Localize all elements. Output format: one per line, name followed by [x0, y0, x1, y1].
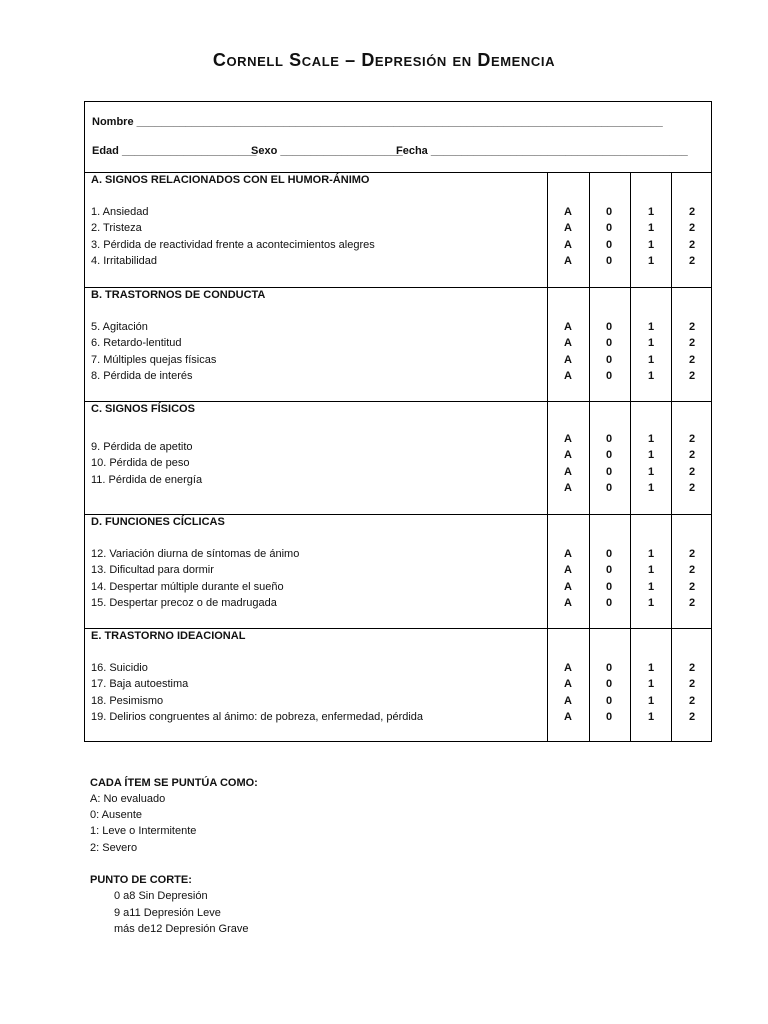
score-option[interactable]: A: [564, 678, 572, 691]
score-option[interactable]: A: [564, 369, 572, 382]
score-option[interactable]: 2: [688, 596, 696, 609]
score-option[interactable]: 2: [688, 564, 696, 577]
item-label: 3. Pérdida de reactividad frente a acontecimientos alegres: [91, 238, 375, 251]
score-option[interactable]: 0: [605, 433, 613, 445]
score-option[interactable]: 1: [647, 548, 655, 560]
score-option[interactable]: A: [564, 321, 572, 333]
item-label: 1. Ansiedad: [91, 206, 149, 218]
score-option[interactable]: A: [564, 337, 572, 350]
score-option[interactable]: A: [564, 238, 572, 251]
score-option[interactable]: 0: [605, 580, 613, 593]
item-label: 7. Múltiples quejas físicas: [91, 353, 217, 366]
scoring-line: 1: Leve o Intermitente: [90, 825, 197, 837]
nombre-field[interactable]: Nombre ______________________________________________________________________________________: [92, 116, 663, 128]
item-label: 13. Dificultad para dormir: [91, 564, 214, 577]
score-option[interactable]: 2: [688, 321, 696, 333]
item-label: 10. Pérdida de peso: [91, 457, 190, 470]
score-option[interactable]: 1: [647, 222, 655, 235]
score-option[interactable]: 0: [605, 678, 613, 691]
item-label: 12. Variación diurna de síntomas de ánimo: [91, 548, 300, 560]
score-option[interactable]: 2: [688, 222, 696, 235]
score-option[interactable]: A: [564, 222, 572, 235]
scoring-line: 2: Severo: [90, 842, 138, 854]
score-option[interactable]: 0: [605, 206, 613, 218]
scoring-heading: CADA ÍTEM SE PUNTÚA COMO:: [90, 777, 258, 789]
score-option[interactable]: 2: [688, 369, 696, 382]
score-option[interactable]: 2: [688, 238, 696, 251]
scoring-line: 0: Ausente: [90, 809, 142, 821]
score-option[interactable]: 0: [605, 337, 613, 350]
score-option[interactable]: A: [564, 481, 572, 494]
item-label: 9. Pérdida de apetito: [91, 441, 193, 453]
score-option[interactable]: 1: [647, 564, 655, 577]
score-option[interactable]: 0: [605, 710, 613, 723]
cutoff-line: 9 a11 Depresión Leve: [114, 907, 221, 919]
score-option[interactable]: 0: [605, 449, 613, 462]
score-option[interactable]: 1: [647, 710, 655, 723]
scoring-line: A: No evaluado: [90, 793, 166, 805]
item-label: 17. Baja autoestima: [91, 678, 189, 691]
score-option[interactable]: 2: [688, 580, 696, 593]
score-option[interactable]: 2: [688, 206, 696, 218]
score-option[interactable]: 1: [647, 433, 655, 445]
score-option[interactable]: 2: [688, 465, 696, 478]
score-option[interactable]: 0: [605, 564, 613, 577]
score-option[interactable]: 1: [647, 321, 655, 333]
score-option[interactable]: A: [564, 449, 572, 462]
score-option[interactable]: A: [564, 580, 572, 593]
sexo-field[interactable]: Sexo ____________________: [251, 145, 403, 157]
score-option[interactable]: 1: [647, 662, 655, 674]
score-option[interactable]: 2: [688, 481, 696, 494]
cutoff-line: 0 a8 Sin Depresión: [114, 890, 208, 902]
score-option[interactable]: A: [564, 710, 572, 723]
score-option[interactable]: A: [564, 662, 572, 674]
item-label: 19. Delirios congruentes al ánimo: de pobreza, enfermedad, pérdida: [91, 710, 424, 723]
score-option[interactable]: 1: [647, 238, 655, 251]
score-option[interactable]: 2: [688, 254, 696, 267]
score-option[interactable]: 0: [605, 321, 613, 333]
section-heading: E. TRASTORNO IDEACIONAL: [91, 630, 246, 642]
score-option[interactable]: 2: [688, 337, 696, 350]
section-heading: B. TRASTORNOS DE CONDUCTA: [91, 289, 266, 301]
score-option[interactable]: 2: [688, 548, 696, 560]
assessment-table: [84, 101, 712, 742]
score-option[interactable]: 0: [605, 481, 613, 494]
edad-field[interactable]: Edad ______________________: [92, 145, 257, 157]
score-option[interactable]: A: [564, 548, 572, 560]
score-option[interactable]: 0: [605, 596, 613, 609]
score-option[interactable]: 1: [647, 337, 655, 350]
score-option[interactable]: 2: [688, 694, 696, 707]
score-option[interactable]: 1: [647, 449, 655, 462]
score-option[interactable]: 2: [688, 678, 696, 691]
item-label: 6. Retardo-lentitud: [91, 337, 182, 350]
section-heading: A. SIGNOS RELACIONADOS CON EL HUMOR-ÁNIMO: [91, 174, 370, 186]
score-option[interactable]: A: [564, 465, 572, 478]
score-option[interactable]: 1: [647, 465, 655, 478]
score-option[interactable]: 1: [647, 254, 655, 267]
score-option[interactable]: 1: [647, 369, 655, 382]
score-option[interactable]: 0: [605, 369, 613, 382]
score-option[interactable]: 1: [647, 481, 655, 494]
score-option[interactable]: 1: [647, 694, 655, 707]
score-option[interactable]: 0: [605, 662, 613, 674]
score-option[interactable]: A: [564, 254, 572, 267]
score-option[interactable]: 1: [647, 353, 655, 366]
score-option[interactable]: 2: [688, 662, 696, 674]
score-option[interactable]: 0: [605, 548, 613, 560]
score-option[interactable]: 2: [688, 710, 696, 723]
section-heading: D. FUNCIONES CÍCLICAS: [91, 516, 225, 528]
item-label: 4. Irritabilidad: [91, 254, 158, 267]
item-label: 11. Pérdida de energía: [91, 473, 203, 486]
item-label: 14. Despertar múltiple durante el sueño: [91, 580, 284, 593]
score-option[interactable]: 0: [605, 222, 613, 235]
fecha-field[interactable]: Fecha __________________________________________: [396, 145, 688, 157]
score-option[interactable]: A: [564, 694, 572, 707]
score-option[interactable]: 1: [647, 206, 655, 218]
score-option[interactable]: 1: [647, 678, 655, 691]
score-option[interactable]: 0: [605, 465, 613, 478]
item-label: 16. Suicidio: [91, 662, 148, 674]
score-option[interactable]: 0: [605, 238, 613, 251]
cutoff-line: más de12 Depresión Grave: [114, 923, 249, 935]
section-heading: C. SIGNOS FÍSICOS: [91, 403, 195, 415]
score-option[interactable]: 2: [688, 433, 696, 445]
item-label: 15. Despertar precoz o de madrugada: [91, 596, 277, 609]
item-label: 5. Agitación: [91, 321, 148, 333]
page-title: Cornell Scale – Depresión en Demencia: [212, 50, 556, 70]
score-option[interactable]: A: [564, 596, 572, 609]
cutoff-heading: PUNTO DE CORTE:: [90, 874, 192, 886]
item-label: 18. Pesimismo: [91, 694, 164, 707]
score-option[interactable]: 2: [688, 449, 696, 462]
score-option[interactable]: 1: [647, 580, 655, 593]
item-label: 8. Pérdida de interés: [91, 369, 193, 382]
item-label: 2. Tristeza: [91, 222, 142, 235]
score-option[interactable]: A: [564, 353, 572, 366]
score-option[interactable]: A: [564, 206, 572, 218]
score-option[interactable]: 0: [605, 694, 613, 707]
score-option[interactable]: 2: [688, 353, 696, 366]
score-option[interactable]: A: [564, 433, 572, 445]
score-option[interactable]: 0: [605, 254, 613, 267]
score-option[interactable]: A: [564, 564, 572, 577]
score-option[interactable]: 0: [605, 353, 613, 366]
score-option[interactable]: 1: [647, 596, 655, 609]
